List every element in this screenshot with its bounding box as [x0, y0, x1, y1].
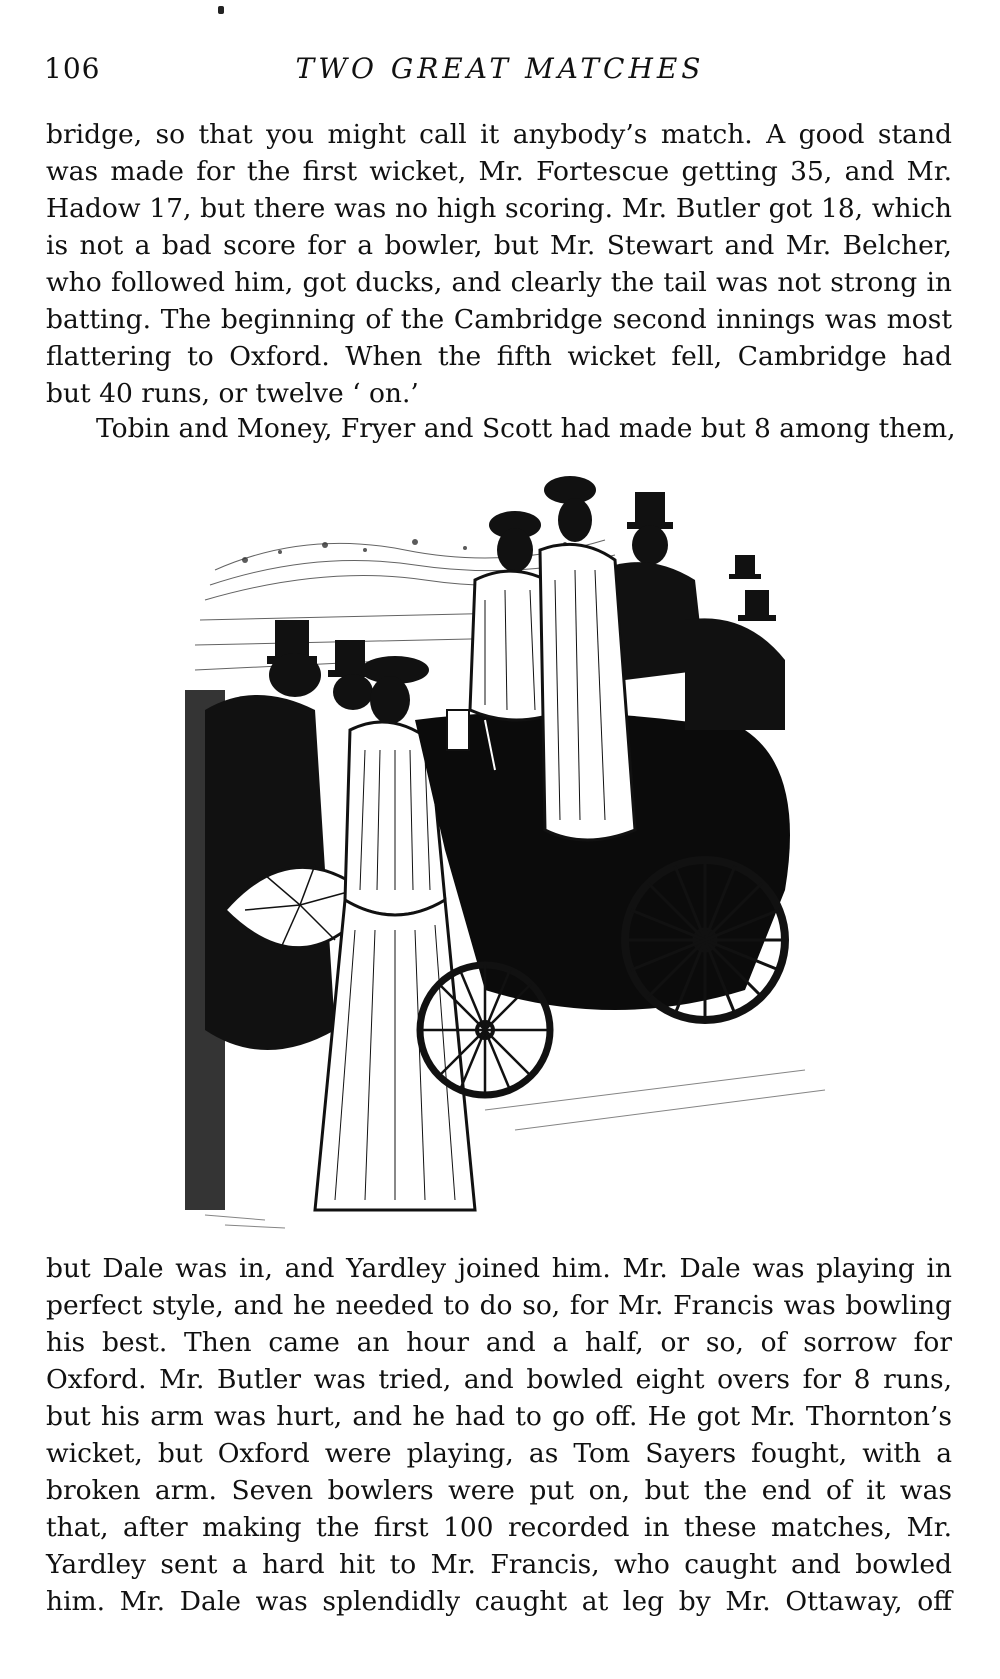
- paragraph-top: [46, 116, 952, 412]
- text-line: Yardley sent a hard hit to Mr. Francis, who caught and bowled: [46, 1549, 952, 1580]
- text-line: bridge, so that you might call it anybody’s match. A good stand: [46, 119, 952, 150]
- running-head-title: TWO GREAT MATCHES: [295, 52, 705, 85]
- text-line: who followed him, got ducks, and clearly the tail was not strong in: [46, 267, 952, 298]
- text-line: broken arm. Seven bowlers were put on, but the end of it was: [46, 1475, 952, 1506]
- text-line: him. Mr. Dale was splendidly caught at leg by Mr. Ottaway, off: [46, 1586, 952, 1617]
- text-line: perfect style, and he needed to do so, for Mr. Francis was bowling: [46, 1290, 952, 1321]
- print-speck: [218, 6, 224, 14]
- paragraph-bottom: [46, 1250, 952, 1620]
- text-line: Tobin and Money, Fryer and Scott had made but 8 among them,: [96, 413, 956, 444]
- text-line: batting. The beginning of the Cambridge second innings was most: [46, 304, 952, 335]
- text-line: flattering to Oxford. When the fifth wicket fell, Cambridge had: [46, 341, 952, 372]
- engraving-spectators-carriage-icon: [185, 470, 835, 1230]
- text-line: his best. Then came an hour and a half, or so, of sorrow for: [46, 1327, 952, 1358]
- page-number: 106: [44, 52, 101, 85]
- text-line: is not a bad score for a bowler, but Mr. Stewart and Mr. Belcher,: [46, 230, 952, 261]
- text-line: Oxford. Mr. Butler was tried, and bowled eight overs for 8 runs,: [46, 1364, 952, 1395]
- paragraph-middle: [46, 410, 956, 447]
- text-line: wicket, but Oxford were playing, as Tom Sayers fought, with a: [46, 1438, 952, 1469]
- text-line: was made for the first wicket, Mr. Fortescue getting 35, and Mr.: [46, 156, 952, 187]
- text-line: that, after making the first 100 recorded in these matches, Mr.: [46, 1512, 952, 1543]
- text-line: but his arm was hurt, and he had to go off. He got Mr. Thornton’s: [46, 1401, 952, 1432]
- text-line: but Dale was in, and Yardley joined him. Mr. Dale was playing in: [46, 1253, 952, 1284]
- text-line: but 40 runs, or twelve ‘ on.’: [46, 378, 419, 409]
- text-line: Hadow 17, but there was no high scoring. Mr. Butler got 18, which: [46, 193, 952, 224]
